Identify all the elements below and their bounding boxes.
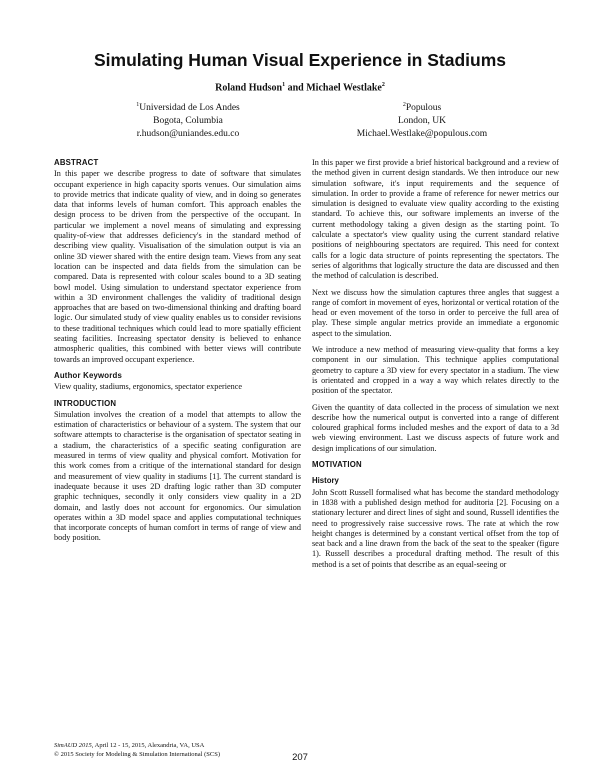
footer-venue: SimAUD 2015 [54,742,92,749]
author-conjunction: and [285,82,307,94]
copyright-footer [54,742,301,759]
history-subheading: History [312,476,339,486]
author-2-name: Michael Westlake [306,82,382,94]
affiliation-1-sup: 1 [136,102,140,108]
author-1-sup: 1 [282,82,286,88]
body-paragraph: In this paper we first provide a brief historical background and a review of the method given in current design standards. We then introduce our new simulation software, it's input requirements and the sequence of simulation. In order to provide a frame of reference for newer metrics our simulation is designed to evaluate view quality according to the existing standard. To achieve this, our software implements an inverse of the current methodology taking a given design as the starting point. To calculate a spectator's view quality using the current standard relative positions of neighbouring spectators are required. This need for context calls for a logic data structure of points representing the spectators. The series of algorithms that logically structure the data are discussed and then the method of calculation is described. [312,158,559,281]
paper-title: Simulating Human Visual Experience in Stadiums [93,50,506,70]
footer-copyright: © 2015 Society for Modeling & Simulation International (SCS) [54,750,220,758]
affiliation-2-email: Michael.Westlake@populous.com [356,129,488,140]
right-column [312,158,559,570]
body-paragraph: Next we discuss how the simulation captures three angles that suggest a range of comfort in movement of eyes, horizontal or vertical rotation of the head or even movement of the torso in order to perceive the full area of play. These simple angular metrics provide an immediate a ergonomic aspect to the simulation. [312,287,559,338]
author-1-name: Roland Hudson [215,82,283,94]
history-text: John Scott Russell formalised what has become the standard methodology in 1838 with a published design method for auditoria [2]. Focusing on a stationary lecturer and direct lines of sight and sound, Russell identifies the need to progressively raise successive rows. The rate at which the row height changes is determined by a constant vertical offset from the top of seat back and a line drawn from the back of the seat to the speaker (figure 1). Russell describes a procedural drafting method. The result of this method is a set of points that describe as an equal-seeing or [312,487,559,569]
affiliation-2-sup: 2 [402,102,406,108]
page-number: 207 [292,752,308,763]
keywords-heading: Author Keywords [54,370,122,380]
motivation-heading: MOTIVATION [312,460,362,470]
body-paragraph: Given the quantity of data collected in the process of simulation we next describe how the numerical output is converted into a range of different coloured graphical forms included meshes and the export of data to a 3d web viewing environment. Last we discuss aspects of future work and design implications of our simulation. [312,402,559,453]
affiliation-1-email: r.hudson@uniandes.edu.co [136,129,240,140]
footer-date-place: , April 12 - 15, 2015, Alexandria, VA, USA [91,742,205,749]
abstract-text: In this paper we describe progress to date of software that simulates occupant experience in high capacity sports venues. Our simulation aims to provide metrics that indicate quality of view, and in doing so generates data that informs levels of human comfort. This approach enables the design process to be driven from the perspective of the occupant. In particular we implement a novel means of simulating and expressing quality-of-view that addresses deficiency's in the standard method of describing view quality. Visualisation of the simulation output is via an online 3D viewer shared with the entire design team. Views from any seat location can be inspected and data fields from the simulation can be compared. Data is represented with colour scales bound to a 3D seating bowl model. Using simulation to understand spectator experience from within a 3D environment challenges the validity of traditional design approaches that are based on two-dimensional thinking and drafting board logic. Our simulated study of view quality enables us to consider revisions to these traditional techniques which could lead to more spatially efficient seating facilities. Increasing spectator density is believed to enhance atmospheric qualities, this combined with better views will contribute towards an improved occupant experience. [54,169,301,364]
affiliation-2-institution: Populous [405,103,442,114]
affiliation-2 [322,99,522,141]
body-paragraph: We introduce a new method of measuring view-quality that forms a key component in our simulation. This technique applies computational geometry to capture a 3D view for every spectator in a stadium. The view is orientated and cropped in a way a way which relates directly to the position of the spectator. [312,345,559,396]
affiliation-1-institution: Universidad de Los Andes [139,103,240,114]
author-line [40,82,560,93]
affiliation-1 [88,99,288,141]
affiliation-1-location: Bogota, Columbia [153,116,223,127]
introduction-text: Simulation involves the creation of a model that attempts to allow the estimation of characteristics or behaviour of a system. The system that our software attempts to characterise is the organisation of spectator seating in a stadium, the characteristics of a specific seating configuration are measured in terms of view quality and physical comfort. Motivation for this work comes from a critique of the international standard for design and measurement of view quality in stadiums [1]. The current standard is inadequate because it uses 2D drafting logic rather than 3D computer graphic techniques, secondly it only considers view quality in a 2D domain, and lastly does not account for ergonomics. Our simulation operates within a 3D model space and applies computational techniques that incorporate concepts of human comfort in terms of range of view and body position. [54,409,301,543]
abstract-heading: ABSTRACT [54,158,99,167]
keywords-text: View quality, stadiums, ergonomics, spectator experience [54,382,242,392]
introduction-heading: INTRODUCTION [54,398,117,408]
author-2-sup: 2 [381,82,385,88]
affiliation-2-location: London, UK [397,116,447,127]
left-column [54,158,301,544]
